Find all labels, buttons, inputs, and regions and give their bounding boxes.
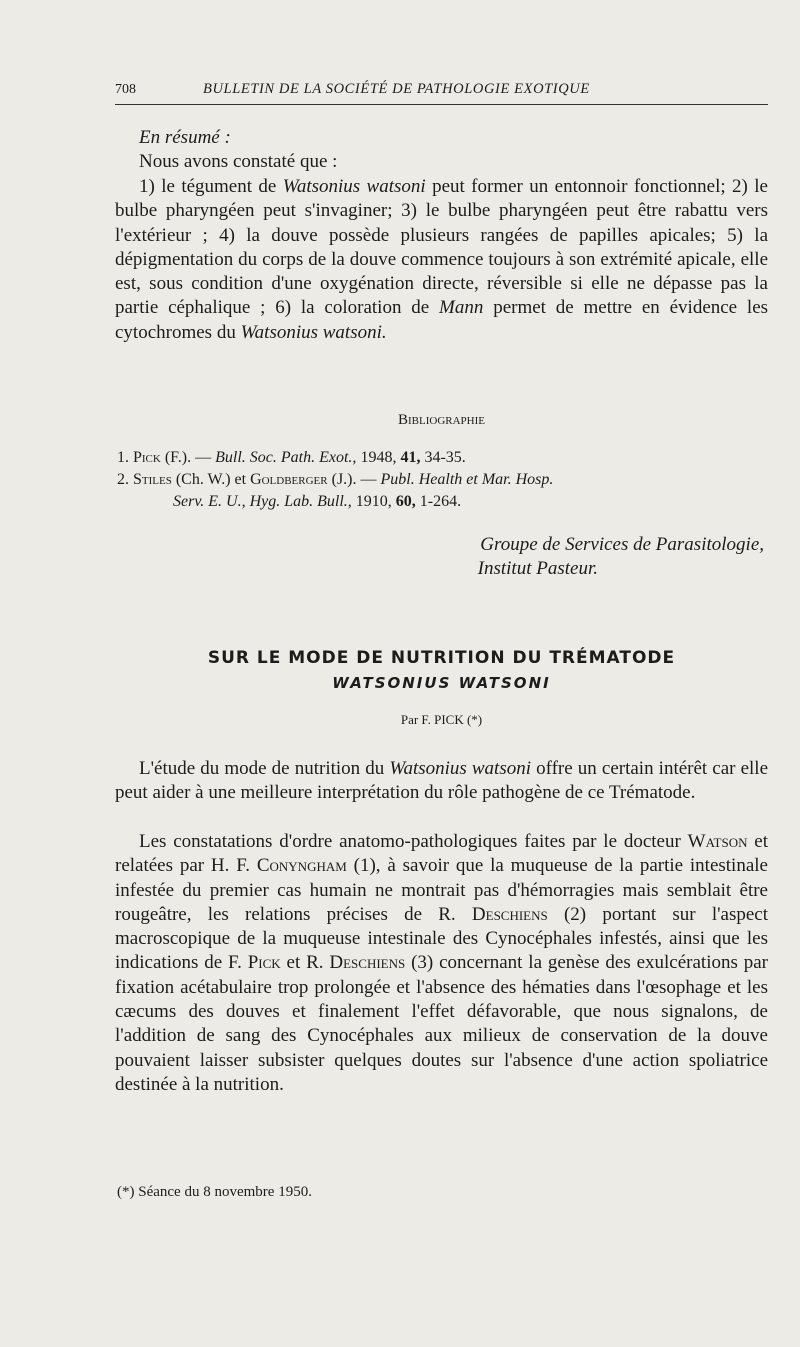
summary-text-2: peut former un entonnoir fonctionnel; 2) le bulbe pharyngéen peut s'invaginer; 3) le bulbe pharyngéen peut être rabattu vers l'extérieur ; 4) la douve possède plusieurs rangées de papilles apicales; 5) la dépigmentation du corps de la douve commence toujours à son extrémité apicale, elle est, sous condition d'une oxygénation directe, réversible si elle ne dépasse pas la partie céphalique ; 6) la coloration de (115, 176, 768, 319)
summary-text-3: permet de mettre en évidence les cytochromes du (115, 297, 769, 343)
bibliography-heading: Bibliographie (398, 412, 485, 428)
species-name: Watsonius watsoni (389, 758, 532, 779)
article-title: SUR LE MODE DE NUTRITION DU TRÉMATODE (207, 648, 676, 668)
reference-author-2: Goldberger (250, 471, 328, 488)
affiliation (115, 533, 768, 581)
page-number: 708 (115, 82, 136, 97)
running-header (115, 80, 768, 105)
reference-journal-continued: Serv. E. U., Hyg. Lab. Bull., (173, 493, 352, 510)
body-text: (3) concernant la genèse des exulcérations par fixation acétabulaire trop prolongée et l'absence des hématies dans l'œsophage et les cæcums des douves et finalement l'effet défavorable, que nous signalons, de l'addition de sang des Cynocéphales aux milieux de conservation de la douve pouvaient laisser subsister quelques doutes sur l'absence d'une action spoliatrice destinée à la nutrition. (115, 952, 769, 1095)
summary-lead: Nous avons constaté que : (139, 151, 338, 172)
summary-text-1: 1) le tégument de (139, 176, 277, 197)
reference-author-initials: (F.). — (164, 449, 212, 466)
reference-volume: 60, (395, 493, 416, 510)
reference-author-initials: (Ch. W.) et (175, 471, 247, 488)
body-text: offre un certain intérêt car elle peut aider à une meilleure interprétation du rôle pathogène de ce Trématode. (115, 758, 769, 804)
author-pick: Pick (247, 952, 281, 974)
reference-item-continued (117, 491, 768, 513)
stain-name: Mann (439, 297, 484, 319)
affiliation-line-1: Groupe de Services de Parasitologie, (480, 534, 764, 555)
reference-number: 1. (117, 449, 129, 466)
species-name: Watsonius watsoni (282, 176, 426, 197)
author-watson: Watson (687, 831, 748, 852)
bibliography-list (117, 447, 768, 513)
body-text: et R. (286, 952, 324, 974)
article-byline: Par F. PICK (*) (400, 712, 483, 727)
body-text: (2) portant sur l'aspect macroscopique de la muqueuse intestinale des Cynocéphales infestés, ainsi que les indications de F. (115, 903, 769, 974)
body-text: Les constatations d'ordre anatomo-pathologiques faites par le docteur (139, 831, 681, 852)
summary-paragraph (115, 175, 768, 345)
reference-author: Stiles (133, 471, 172, 488)
body-paragraph-1 (115, 757, 768, 806)
reference-year: 1948, (360, 449, 397, 466)
reference-year: 1910, (355, 493, 392, 510)
author-deschiens: Deschiens (471, 903, 548, 925)
body-text: L'étude du mode de nutrition du (139, 758, 385, 779)
affiliation-line-2: Institut Pasteur. (477, 558, 598, 579)
body-text: et relatées par H. F. (115, 831, 769, 877)
footnote: (*) Séance du 8 novembre 1950. (117, 1184, 312, 1200)
reference-journal: Bull. Soc. Path. Exot., (215, 449, 357, 466)
article-subtitle: WATSONIUS WATSONI (332, 674, 551, 692)
body-text: (1), à savoir que la muqueuse de la partie intestinale infestée du premier cas humain ne montrait pas d'hémorragies mais semblait être rougeâtre, les relations précises de R. (115, 855, 768, 925)
reference-item (117, 469, 768, 491)
reference-number: 2. (117, 471, 129, 488)
reference-item (117, 447, 768, 469)
reference-pages: 1-264. (419, 493, 462, 510)
species-name-2: Watsonius watsoni. (240, 321, 387, 343)
reference-pages: 34-35. (424, 449, 466, 466)
author-deschiens: Deschiens (329, 952, 406, 974)
author-conyngham: Conyngham (256, 855, 347, 877)
reference-author-2-initials: (J.). — (331, 471, 377, 488)
body-paragraph-2 (115, 830, 768, 1097)
reference-author: Pick (133, 449, 161, 466)
running-title: BULLETIN DE LA SOCIÉTÉ DE PATHOLOGIE EXOTIQUE (203, 81, 590, 97)
reference-journal: Publ. Health et Mar. Hosp. (380, 471, 554, 488)
summary-heading: En résumé : (139, 127, 231, 148)
reference-volume: 41, (400, 449, 421, 466)
